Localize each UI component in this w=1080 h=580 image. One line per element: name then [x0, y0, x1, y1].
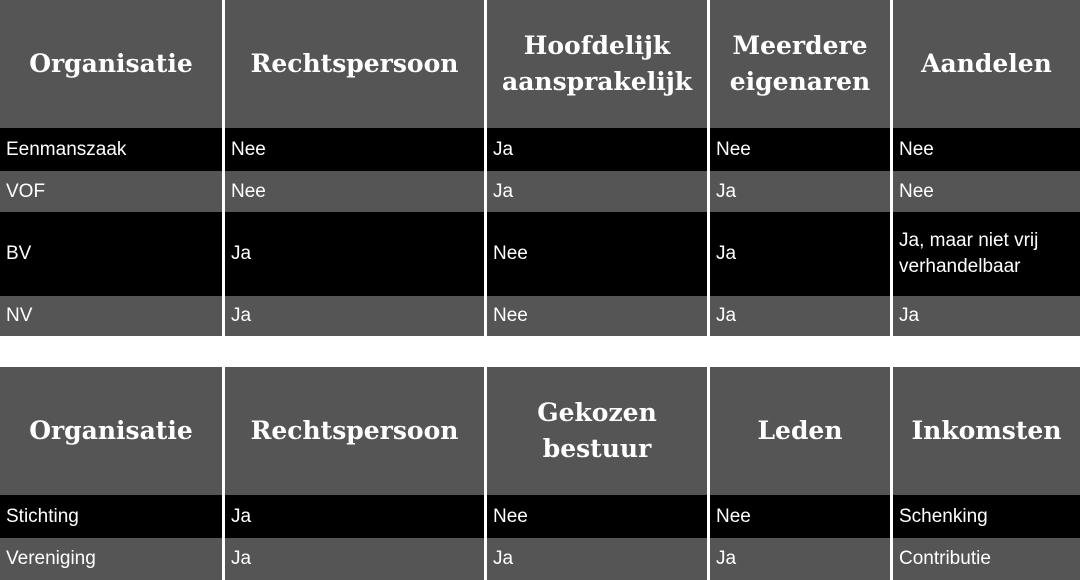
table-cell	[893, 212, 1080, 296]
table-row	[0, 495, 1080, 538]
table-cell: Schenking	[893, 495, 1080, 538]
table-cell: Nee	[710, 128, 890, 171]
table-cell: VOF	[0, 171, 222, 212]
table-cell: Nee	[225, 128, 484, 171]
header-cell: Aandelen	[893, 0, 1080, 128]
table-cell: Ja	[225, 495, 484, 538]
table-cell: Nee	[893, 128, 1080, 171]
table-cell: Nee	[710, 495, 890, 538]
table-cell: Ja	[225, 538, 484, 580]
table-row	[0, 538, 1080, 580]
header-cell: Organisatie	[0, 367, 222, 495]
table-cell: Ja	[487, 128, 707, 171]
table-cell: Ja	[710, 171, 890, 212]
table-row	[0, 212, 1080, 296]
cell-text: Ja, maar niet vrij verhandelbaar	[899, 230, 1039, 277]
table-cell: Ja	[225, 296, 484, 336]
table-header-row	[0, 0, 1080, 128]
table-cell: Ja	[710, 296, 890, 336]
header-text: Hoofdelijk aansprakelijk	[502, 31, 693, 96]
header-cell: Rechtspersoon	[225, 0, 484, 128]
header-cell: Inkomsten	[893, 367, 1080, 495]
table-row	[0, 128, 1080, 171]
header-text: Meerdere eigenaren	[729, 31, 871, 96]
table-cell: Eenmanszaak	[0, 128, 222, 171]
table-cell: Stichting	[0, 495, 222, 538]
header-cell: Rechtspersoon	[225, 367, 484, 495]
table-cell: Contributie	[893, 538, 1080, 580]
table-cell: Nee	[487, 495, 707, 538]
table-cell: Nee	[893, 171, 1080, 212]
table-cell: Nee	[487, 296, 707, 336]
table-cell: Nee	[225, 171, 484, 212]
table-row	[0, 171, 1080, 212]
table-header-row	[0, 367, 1080, 495]
table-cell: BV	[0, 212, 222, 296]
header-cell	[487, 367, 707, 495]
header-cell: Leden	[710, 367, 890, 495]
table-cell: Ja	[487, 171, 707, 212]
table-cell: Ja	[710, 212, 890, 296]
table-row	[0, 296, 1080, 336]
table-cell: NV	[0, 296, 222, 336]
header-cell	[710, 0, 890, 128]
nonprofit-forms-table	[0, 367, 1080, 580]
table-cell: Ja	[225, 212, 484, 296]
table-cell: Ja	[710, 538, 890, 580]
table-cell: Nee	[487, 212, 707, 296]
table-cell: Ja	[487, 538, 707, 580]
table-cell: Vereniging	[0, 538, 222, 580]
header-cell	[487, 0, 707, 128]
table-cell: Ja	[893, 296, 1080, 336]
header-cell: Organisatie	[0, 0, 222, 128]
header-text: Gekozen bestuur	[537, 398, 657, 463]
